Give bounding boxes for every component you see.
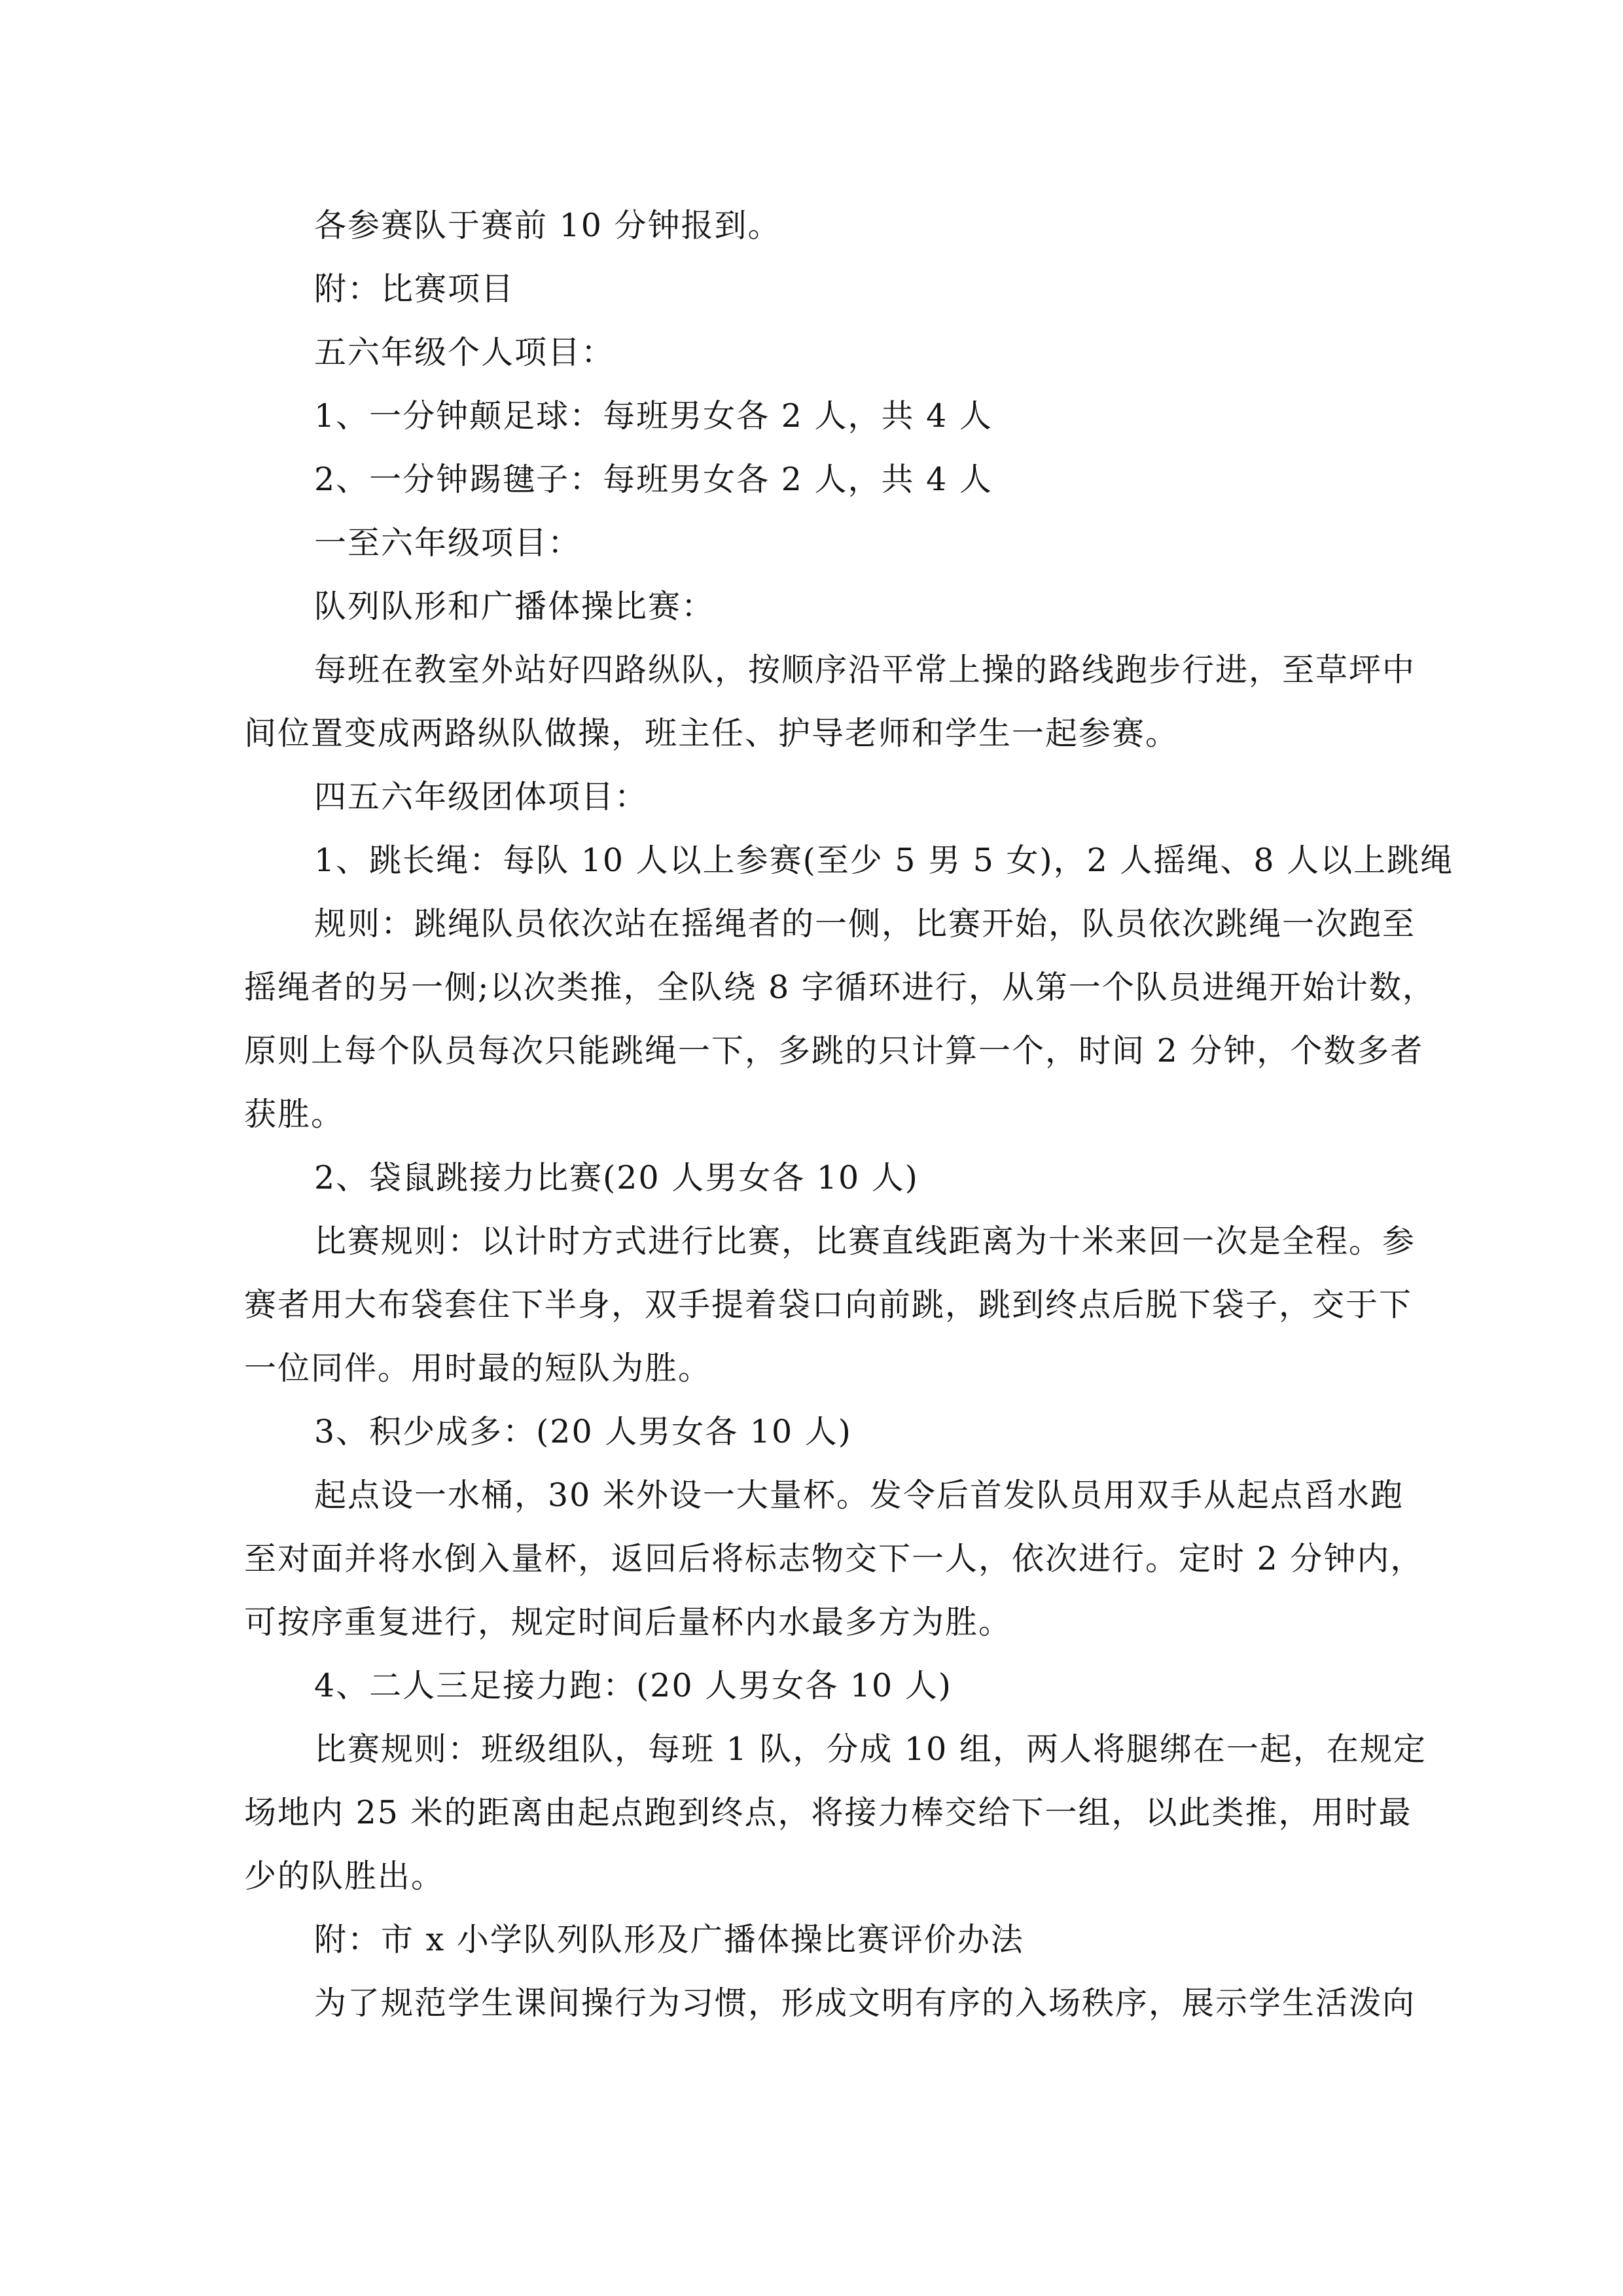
text-line: 每班在教室外站好四路纵队，按顺序沿平常上操的路线跑步行进，至草坪中 <box>314 651 1416 689</box>
paragraph <box>244 638 1416 765</box>
text-line: 获胜。 <box>244 1096 345 1133</box>
paragraph <box>244 511 1383 575</box>
paragraph <box>244 194 1383 257</box>
paragraph <box>244 765 1383 829</box>
paragraph <box>244 448 1383 511</box>
text-line: 五六年级个人项目： <box>314 334 615 371</box>
paragraph <box>244 1717 1427 1908</box>
paragraph <box>244 1654 1383 1717</box>
text-line: 摇绳者的另一侧;以次类推，全队绕 8 字循环进行，从第一个队员进绳开始计数， <box>244 969 1436 1006</box>
paragraph <box>244 892 1436 1146</box>
paragraph <box>244 384 1383 448</box>
text-line: 至对面并将水倒入量杯，返回后将标志物交下一人，依次进行。定时 2 分钟内， <box>244 1540 1424 1577</box>
text-line: 可按序重复进行，规定时间后量杯内水最多方为胜。 <box>244 1604 1012 1641</box>
text-line: 4、二人三足接力跑：(20 人男女各 10 人) <box>314 1667 952 1704</box>
text-line: 比赛规则：以计时方式进行比赛，比赛直线距离为十米来回一次是全程。参 <box>314 1223 1416 1260</box>
text-line: 规则：跳绳队员依次站在摇绳者的一侧，比赛开始，队员依次跳绳一次跑至 <box>314 905 1416 942</box>
paragraph <box>244 1400 1383 1463</box>
text-line: 2、袋鼠跳接力比赛(20 人男女各 10 人) <box>314 1159 919 1196</box>
paragraph <box>244 321 1383 384</box>
text-line: 2、一分钟踢毽子：每班男女各 2 人，共 4 人 <box>314 461 993 498</box>
text-line: 比赛规则：班级组队，每班 1 队，分成 10 组，两人将腿绑在一起，在规定 <box>314 1731 1427 1768</box>
text-line: 间位置变成两路纵队做操，班主任、护导老师和学生一起参赛。 <box>244 715 1179 752</box>
text-line: 3、积少成多：(20 人男女各 10 人) <box>314 1413 852 1450</box>
paragraph <box>244 1971 1416 2035</box>
text-line: 队列队形和广播体操比赛： <box>314 588 715 625</box>
text-line: 原则上每个队员每次只能跳绳一下，多跳的只计算一个，时间 2 分钟，个数多者 <box>244 1032 1424 1069</box>
paragraph <box>244 1210 1416 1400</box>
text-line: 一至六年级项目： <box>314 524 582 562</box>
text-line: 附：市 x 小学队列队形及广播体操比赛评价办法 <box>314 1921 1024 1958</box>
text-line: 起点设一水桶，30 米外设一大量杯。发令后首发队员用双手从起点舀水跑 <box>314 1477 1404 1514</box>
paragraph <box>244 257 1383 321</box>
text-line: 1、跳长绳：每队 10 人以上参赛(至少 5 男 5 女)，2 人摇绳、8 人以上跳绳 <box>314 842 1454 879</box>
paragraph <box>244 1146 1383 1210</box>
text-line: 一位同伴。用时最的短队为胜。 <box>244 1350 712 1387</box>
text-line: 为了规范学生课间操行为习惯，形成文明有序的入场秩序，展示学生活泼向 <box>314 1984 1416 2022</box>
text-line: 1、一分钟颠足球：每班男女各 2 人，共 4 人 <box>314 397 993 435</box>
text-line: 附：比赛项目 <box>314 270 515 308</box>
paragraph <box>244 575 1383 638</box>
text-line: 赛者用大布袋套住下半身，双手提着袋口向前跳，跳到终点后脱下袋子，交于下 <box>244 1286 1413 1323</box>
paragraph <box>244 829 1454 892</box>
text-line: 少的队胜出。 <box>244 1857 445 1895</box>
document-body <box>244 194 1454 2035</box>
text-line: 各参赛队于赛前 10 分钟报到。 <box>314 207 781 244</box>
text-line: 场地内 25 米的距离由起点跑到终点，将接力棒交给下一组，以此类推，用时最 <box>244 1794 1412 1831</box>
text-line: 四五六年级团体项目： <box>314 778 649 816</box>
paragraph <box>244 1463 1424 1654</box>
paragraph <box>244 1908 1383 1971</box>
